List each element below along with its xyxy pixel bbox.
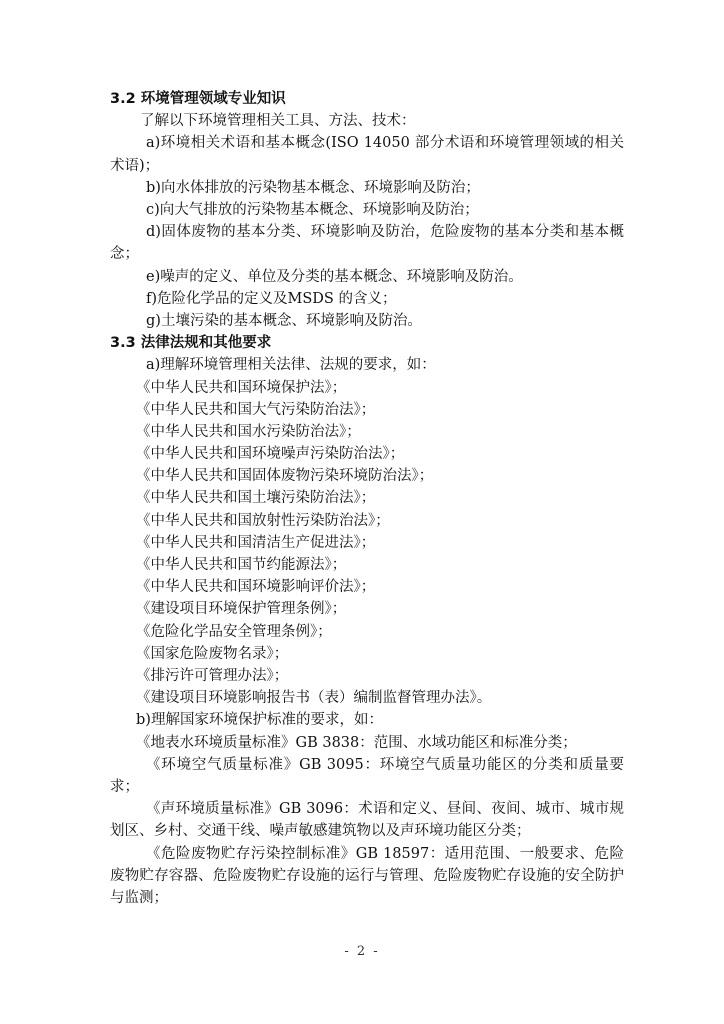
law-item: 《建设项目环境保护管理条例》； xyxy=(136,601,347,618)
law-item: 《中华人民共和国清洁生产促进法》； xyxy=(136,534,376,551)
law-item: 《中华人民共和国节约能源法》； xyxy=(136,557,347,573)
section-intro: 了解以下环境管理相关工具、方法、技术： xyxy=(140,113,416,130)
law-item: 《危险化学品安全管理条例》； xyxy=(136,623,332,640)
law-item: 《排污许可管理办法》； xyxy=(136,667,289,684)
law-item: 《中华人民共和国环境保护法》； xyxy=(136,379,347,396)
page-number: - 2 - xyxy=(344,944,380,959)
standard-item: 《地表水环境质量标准》GB 3838：范围、水域功能区和标准分类； xyxy=(136,734,577,751)
document-page xyxy=(110,88,624,909)
law-item: 《中华人民共和国大气污染防治法》； xyxy=(136,401,376,418)
list-item: f)危险化学品的定义及MSDS 的含义； xyxy=(146,290,397,307)
law-item: 《中华人民共和国固体废物污染环境防治法》； xyxy=(136,468,434,485)
list-item-b: b)理解国家环境保护标准的要求，如： xyxy=(136,712,383,729)
law-item: 《中华人民共和国放射性污染防治法》； xyxy=(136,512,390,529)
standard-item: 《环境空气质量标准》GB 3095：环境空气质量功能区的分类和质量要求； xyxy=(110,756,624,795)
list-item: c)向大气排放的污染物基本概念、环境影响及防治； xyxy=(146,201,479,218)
list-item: d)固体废物的基本分类、环境影响及防治，危险废物的基本分类和基本概念； xyxy=(110,224,624,263)
section-heading-3-3: 3.3 法律法规和其他要求 xyxy=(110,335,272,352)
standard-item: 《声环境质量标准》GB 3096：术语和定义、昼间、夜间、城市、城市规划区、乡村、交通干线、噪声敏感建筑物以及声环境功能区分类； xyxy=(110,801,624,840)
list-item: e)噪声的定义、单位及分类的基本概念、环境影响及防治。 xyxy=(146,268,523,285)
law-item: 《国家危险废物名录》； xyxy=(136,645,289,662)
law-item: 《中华人民共和国土壤污染防治法》； xyxy=(136,490,376,507)
standard-item: 《危险废物贮存污染控制标准》GB 18597：适用范围、一般要求、危险废物贮存容器、危险废物贮存设施的运行与管理、危险废物贮存设施的安全防护与监测； xyxy=(110,845,624,906)
law-item: 《建设项目环境影响报告书（表）编制监督管理办法》。 xyxy=(136,690,492,707)
list-item: g)土壤污染的基本概念、环境影响及防治。 xyxy=(146,312,422,329)
list-item: a)环境相关术语和基本概念(ISO 14050 部分术语和环境管理领域的相关术语)； xyxy=(110,135,624,174)
list-item: b)向水体排放的污染物基本概念、环境影响及防治； xyxy=(146,179,480,196)
section-heading-3-2: 3.2 环境管理领域专业知识 xyxy=(110,91,286,107)
list-item-a: a)理解环境管理相关法律、法规的要求，如： xyxy=(146,357,436,374)
law-item: 《中华人民共和国环境噪声污染防治法》； xyxy=(136,446,405,463)
law-item: 《中华人民共和国水污染防治法》； xyxy=(136,423,361,440)
law-item: 《中华人民共和国环境影响评价法》； xyxy=(136,579,376,596)
